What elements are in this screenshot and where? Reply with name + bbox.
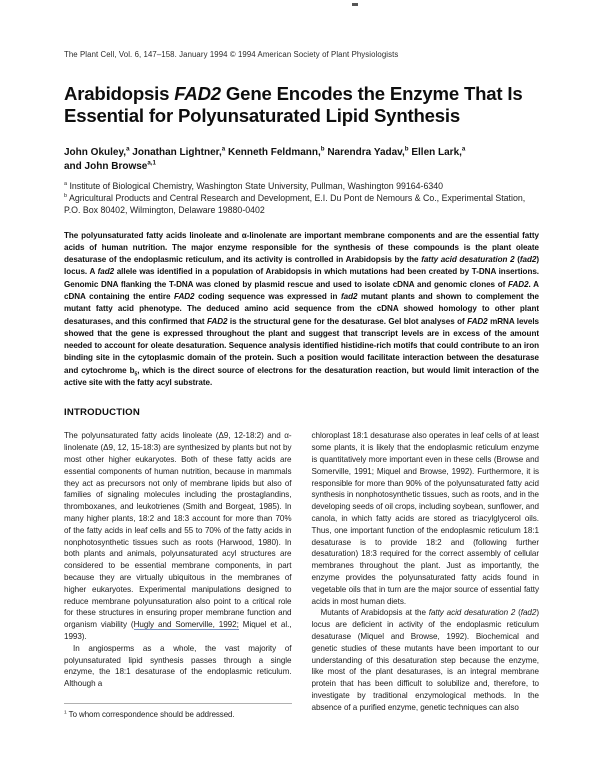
right-column (312, 430, 540, 720)
article-title: Arabidopsis FAD2 Gene Encodes the Enzyme That Is Essential for Polyunsaturated Lipid Synthesis (64, 83, 523, 127)
footnote-rule (64, 703, 292, 704)
intro-paragraph-2: In angiosperms as a whole, the vast majority of polyunsaturated lipid synthesis passes through a single enzyme, the 18:1 desaturase of the endoplasmic reticulum. Although a (64, 643, 292, 689)
affiliations: $^a$ Institute of Biological Chemistry, Washington State University, Pullman, Washington 99164-6340 $^b$ Agricultural Products and Central Research and Development, E.I. Du Pont de Nemours & Co., Experimental Station, P.O. Box 80402, Wilmington, Delaware 19880-0402 (64, 180, 526, 216)
abstract-paragraph: The polyunsaturated fatty acids linoleate and α-linolenate are important membrane components and are the essential fatty acids of human nutrition. The major enzyme responsible for the synthesis of these compounds is the plant oleate desaturase of the endoplasmic reticulum, and its activity is controlled in Arabidopsis by the fatty acid desaturation 2 (fad2) locus. A fad2 allele was identified in a population of Arabidopsis in which mutations had been created by T-DNA insertions. Genomic DNA flanking the T-DNA was cloned by plasmid rescue and used to isolate cDNA and genomic clones of FAD2. A cDNA containing the entire FAD2 coding sequence was expressed in fad2 mutant plants and shown to complement the mutant fatty acid phenotype. The deduced amino acid sequence from the cDNA showed homology to other plant desaturases, and this confirmed that FAD2 is the structural gene for the desaturase. Gel blot analyses of FAD2 mRNA levels showed that the gene is expressed throughout the plant and suggest that transcript levels are in excess of the amount needed to account for oleate desaturation. Sequence analysis identified histidine-rich motifs that could contribute to an iron binding site in the cytoplasmic domain of the protein. Such a position would facilitate interaction between the desaturase and cytochrome $b_5$, which is the direct source of electrons for the desaturation reaction, but would limit interaction of the active site with the fatty acyl substrate. (64, 230, 539, 388)
intro-paragraph-3: chloroplast 18:1 desaturase also operates in leaf cells of at least some plants, it is likely that the endoplasmic reticulum enzyme is quantitatively more important even in these cells (Browse and Somerville, 1991; Miquel and Browse, 1992). Furthermore, it is responsible for more than 90% of the polyunsaturated fatty acid synthesis in nonphotosynthetic tissues, such as roots, and in the developing seeds of oil crops, including soybean, sunflower, and canola, in which fatty acids are stored as triacylglycerol oils. Thus, one important function of the endoplasmic reticulum 18:1 desaturase is to provide 18:2 and (following further desaturation) 18:3 required for the correct assembly of cellular membranes throughout the plant. Just as importantly, the enzyme provides the polyunsaturated fatty acids found in vegetable oils that in turn are the major source of essential fatty acids in most human diets. (311, 431, 539, 606)
footnote-text: $^1$ To whom correspondence should be addressed. (64, 709, 235, 719)
intro-paragraph-4: Mutants of Arabidopsis at the fatty acid desaturation 2 (fad2) locus are deficient in activity of the endoplasmic reticulum desaturase (Miquel and Browse, 1992). Biochemical and genetic studies of these mutants have been important to our understanding of this desaturation step because the enzyme, like most of the plant desaturases, is an integral membrane protein that has been difficult to solubilize and, therefore, to investigate by traditional enzymological methods. In the absence of a purified enzyme, genetic techniques can also (311, 608, 539, 712)
two-column-body (64, 430, 539, 720)
section-heading-introduction: INTRODUCTION (64, 407, 140, 419)
correspondence-footnote (64, 703, 292, 720)
left-column (64, 430, 292, 720)
intro-paragraph-1: The polyunsaturated fatty acids linoleate (Δ9, 12-18:2) and α-linolenate (Δ9, 12, 15-18:3) are synthesized by plants but not by most other higher eukaryotes. Both of these fatty acids are essential components of human nutrition, because in mammals they act as precursors not only of membrane lipids but also of families of signaling molecules including the prostaglandins, thromboxanes, and leukotrienes (Smith and Borgeat, 1985). In many higher plants, 18:2 and 18:3 account for more than 70% of the fatty acids in leaf cells and 55 to 70% of the fatty acids in nonphotosynthetic tissues such as roots (Harwood, 1980). In both plants and animals, polyunsaturated acyl structures are considered to be essential membrane components, in part because they are virtually ubiquitous in the membranes of higher eukaryotes. Experimental manipulations designed to reduce membrane polyunsaturation also point to a critical role for these structures in ensuring proper membrane function and organism viability (Hugly and Somerville, 1992; Miquel et al., 1993). (64, 431, 292, 641)
citation-link[interactable]: Hugly and Somerville, 1992; (133, 620, 239, 630)
journal-header-line: The Plant Cell, Vol. 6, 147–158. January 1994 © 1994 American Society of Plant Physiologists (64, 50, 399, 59)
author-list: John Okuley,$^a$ Jonathan Lightner,$^a$ Kenneth Feldmann,$^b$ Narendra Yadav,$^b$ Ellen Lark,$^a$ and John Browse$^{a,1}$ (64, 145, 466, 172)
scan-artifact (352, 3, 358, 6)
